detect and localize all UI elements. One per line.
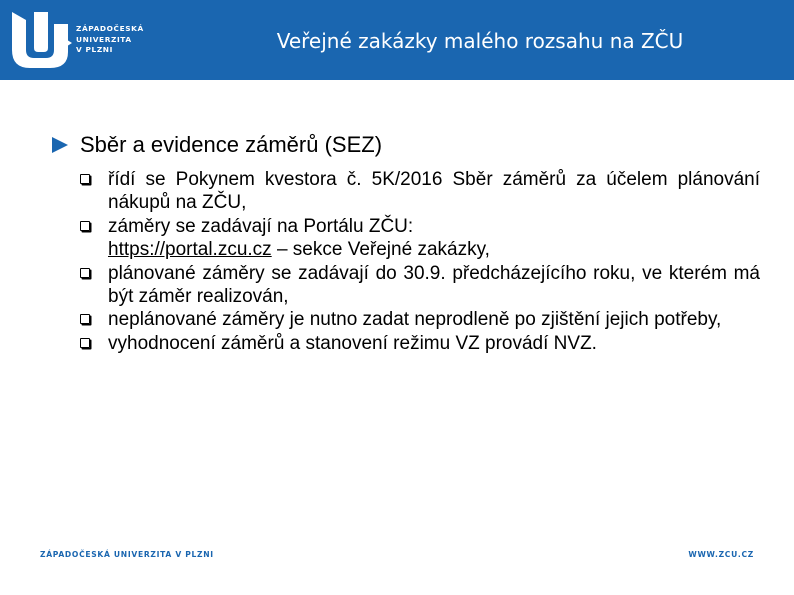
- section-heading-text: Sběr a evidence záměrů (SEZ): [80, 132, 383, 157]
- triangle-bullet-icon: [52, 137, 68, 153]
- checkbox-bullet-icon: [80, 174, 90, 184]
- university-logo[interactable]: [10, 10, 152, 70]
- checkbox-bullet-icon: [80, 314, 90, 324]
- checkbox-bullet-icon: [80, 338, 90, 348]
- list-item-text: neplánované záměry je nutno zadat neprodleně po zjištění jejich potřeby,: [108, 309, 722, 331]
- slide-title: Veřejné zakázky malého rozsahu na ZČU: [276, 29, 684, 53]
- slide-content: [52, 130, 760, 355]
- list-item: [52, 168, 760, 215]
- list-item: [52, 332, 760, 355]
- logo-line: UNIVERZITA: [76, 34, 132, 44]
- bullet-list: [52, 168, 760, 355]
- logo-text: [76, 24, 144, 56]
- section-heading: [52, 130, 760, 160]
- logo-line: ZÁPADOČESKÁ: [76, 24, 144, 33]
- checkbox-bullet-icon: [80, 221, 90, 231]
- list-item: [52, 262, 760, 309]
- list-item-text: vyhodnocení záměrů a stanovení režimu VZ provádí NVZ.: [108, 332, 597, 354]
- footer-university-name: ZÁPADOČESKÁ UNIVERZITA V PLZNI: [40, 550, 214, 559]
- list-item-text: záměry se zadávají na Portálu ZČU:: [108, 215, 414, 237]
- logo-arrow-icon: [64, 38, 72, 48]
- zcu-logo-mark-icon: [10, 10, 70, 70]
- logo-line: V PLZNI: [76, 45, 113, 54]
- list-item-text: řídí se Pokynem kvestora č. 5K/2016 Sběr záměrů za účelem plánování nákupů na ZČU,: [108, 169, 760, 214]
- list-item: [52, 308, 760, 331]
- header-bar: [0, 0, 794, 80]
- footer-website[interactable]: WWW.ZCU.CZ: [688, 550, 754, 559]
- list-item-text: plánované záměry se zadávají do 30.9. předcházejícího roku, ve kterém má být záměr realizován,: [108, 262, 760, 308]
- list-item-text: – sekce Veřejné zakázky,: [271, 239, 490, 261]
- checkbox-bullet-icon: [80, 268, 90, 278]
- portal-link[interactable]: https://portal.zcu.cz: [108, 239, 272, 261]
- list-item: [52, 215, 760, 262]
